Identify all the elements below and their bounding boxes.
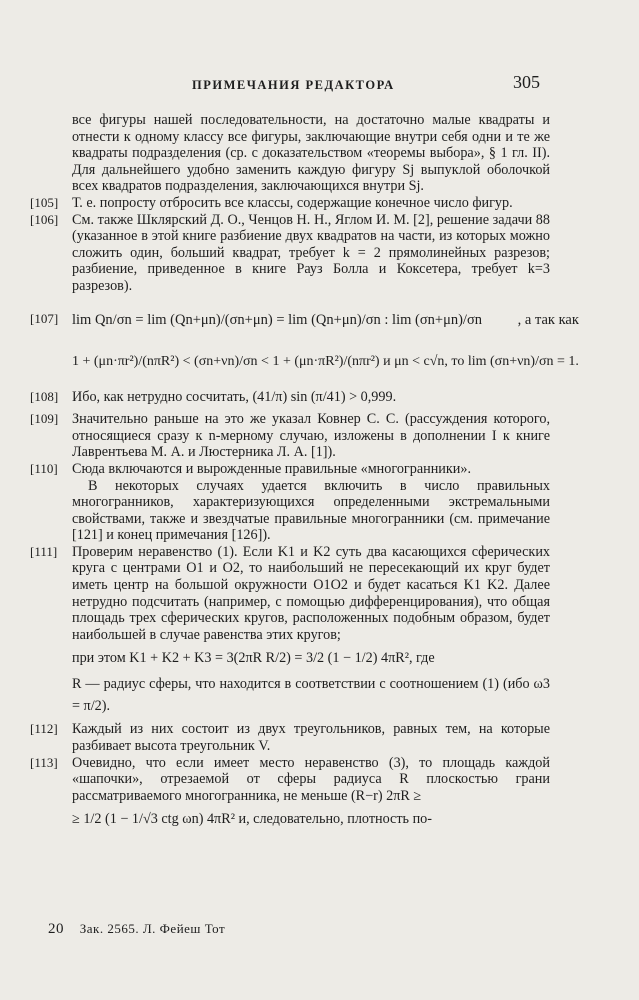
note-text-3: R — радиус сферы, что находится в соответствии с соотношением (1) (ибо ω3 = π/2).	[72, 676, 550, 715]
note-108	[30, 389, 550, 406]
note-number: [107]	[30, 310, 59, 326]
note-text-2: В некоторых случаях удается включить в число правильных многогранников, характеризующихся определенными экстремальными свойствами, также и звездчатые правильные многогранники (см. примечание [121] и конец примечания [126]).	[72, 477, 550, 544]
note-text: См. также Шклярский Д. О., Ченцов Н. Н., Яглом И. М. [2], решение задачи 88 (указанное в этой книге разбиение двух квадратов на части, из которых можно сложить один, больший квадрат, требует k = 2 прямолинейных разрезов; разбиение, приведенное в книге Рауз Болла и Коксетера, требует k=3 разрезов).	[72, 211, 550, 294]
formula-limit-expr: lim Qn/σn = lim (Qn+μn)/(σn+μn) = lim (Qn+μn)/σn : lim (σn+μn)/σn	[72, 312, 483, 329]
note-105	[30, 195, 550, 212]
signature-number: 20	[48, 921, 64, 937]
note-109	[30, 411, 550, 461]
note-113-formula: ≥ 1/2 (1 − 1/√3 ctg ωn) 4πR² и, следовательно, плотность по-	[72, 811, 432, 828]
running-title: ПРИМЕЧАНИЯ РЕДАКТОРА	[192, 78, 395, 92]
note-106	[30, 212, 550, 295]
note-text: Каждый из них состоит из двух треугольников, равных тем, на которые разбивает высота треугольник V.	[72, 721, 550, 755]
note-112	[30, 721, 550, 754]
note-107	[30, 299, 579, 383]
note-text: Проверим неравенство (1). Если K1 и K2 суть два касающихся сферических круга с центрами O1 и O2, то наибольший не пересекающий их круг будет иметь центр на большой окружности O1O2 и будет касаться K1 K2. Далее нетрудно подсчитать (например, с помощью дифференцирования), что общая площадь трех сферических кругов, расположенных подобным образом, будет наибольшей в случае равенства этих кругов;	[72, 543, 550, 643]
note-number: [113]	[30, 754, 58, 770]
note-111-formula: при этом K1 + K2 + K3 = 3(2πR R/2) = 3/2 (1 − 1/2) 4πR², где	[72, 650, 435, 667]
note-number: [106]	[30, 211, 59, 227]
note-number: [108]	[30, 388, 59, 404]
note-113	[30, 755, 550, 835]
formula-inequality: 1 + (μn·πr²)/(nπR²) < (σn+νn)/σn < 1 + (μn·πR²)/(nπr²) и μn < c√n, то lim (σn+νn)/σn = 1.	[72, 354, 579, 370]
page-footer	[48, 921, 225, 938]
note-111	[30, 544, 550, 718]
note-number: [109]	[30, 411, 59, 427]
note-number: [111]	[30, 543, 58, 559]
notes-body	[30, 112, 579, 834]
page-number: 305	[513, 72, 540, 92]
note-110	[30, 461, 550, 544]
note-number: [112]	[30, 721, 58, 737]
note-number: [105]	[30, 194, 59, 210]
note-text: Очевидно, что если имеет место неравенство (3), то площадь каждой «шапочки», отрезаемой от сферы радиуса R плоскостью грани рассматриваемого многогранника, не меньше (R−r) 2πR ≥	[72, 754, 550, 804]
note-text: Ибо, как нетрудно сосчитать, (41/π) sin (π/41) > 0,999.	[72, 388, 397, 405]
note-107-body	[72, 299, 579, 383]
note-text: Т. е. попросту отбросить все классы, содержащие конечное число фигур.	[72, 194, 513, 211]
note-text: Сюда включаются и вырожденные правильные «многогранники».	[72, 460, 472, 477]
note-text: Значительно раньше на это же указал Ковнер С. С. (рассуждения которого, относящиеся сразу к n-мерному случаю, изложены в дополнении I к книге Лаврентьева М. А. и Люстерника Л. А. [1]).	[72, 411, 550, 461]
formula-limit	[72, 299, 579, 343]
note-104-continuation: все фигуры нашей последовательности, на достаточно малые квадраты и отнести к одному классу все фигуры, заключающие внутри себя одни и те же квадраты подразделения (ср. с доказательством «теоремы выбора», § 1 гл. II). Для дальнейшего удобно заменить каждую фигуру Sj выпуклой оболочкой всех квадратов подразделения, заключающихся внутри Sj.	[72, 112, 550, 195]
footer-text: Зак. 2565. Л. Фейеш Тот	[79, 921, 226, 936]
note-number: [110]	[30, 460, 58, 476]
formula-limit-tail: , а так как	[517, 312, 579, 329]
